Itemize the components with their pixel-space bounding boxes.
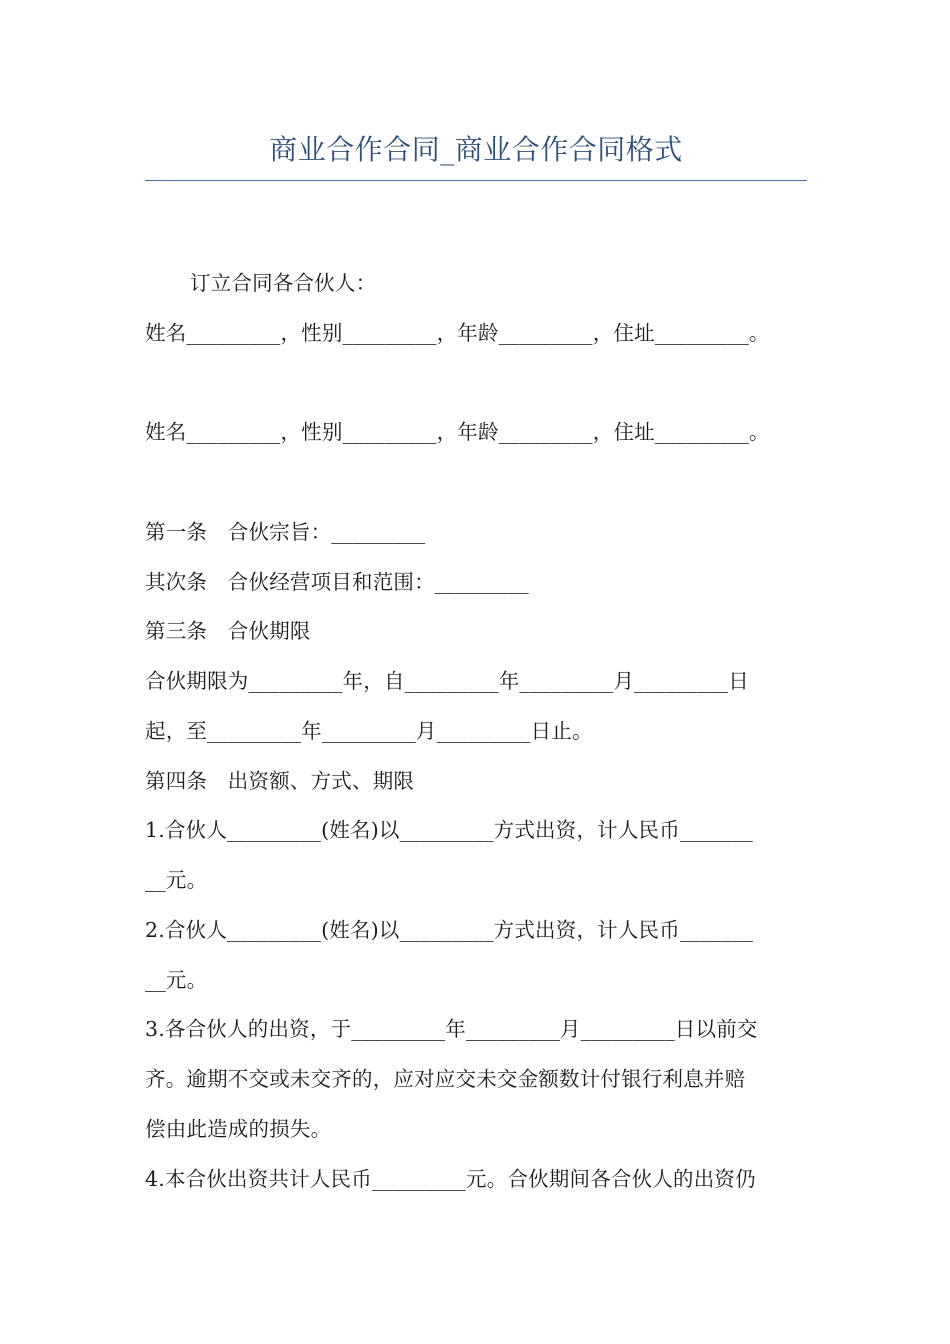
article-4-item-3c: 偿由此造成的损失。 — [145, 1117, 332, 1141]
article-4-item-1a: 1.合伙人_________(姓名)以_________方式出资，计人民币_______ — [145, 818, 754, 842]
party-2-line: 姓名_________，性别_________，年龄_________，住址_________。 — [145, 420, 770, 444]
article-3-heading: 第三条 合伙期限 — [145, 619, 311, 643]
article-4-item-2b: __元。 — [145, 968, 208, 992]
article-2: 其次条 合伙经营项目和范围：_________ — [145, 570, 529, 594]
party-1-line: 姓名_________，性别_________，年龄_________，住址_________。 — [145, 321, 770, 345]
article-1: 第一条 合伙宗旨：_________ — [145, 520, 426, 544]
article-3-text-2: 起，至_________年_________月_________日止。 — [145, 719, 593, 743]
article-4-item-3b: 齐。逾期不交或未交齐的，应对应交未交金额数计付银行利息并赔 — [145, 1067, 746, 1091]
article-3-text-1: 合伙期限为_________年，自_________年_________月_________日 — [145, 669, 749, 693]
parties-heading: 订立合同各合伙人： — [190, 271, 377, 295]
article-4-item-3a: 3.各合伙人的出资，于_________年_________月_________日以前交 — [145, 1017, 758, 1041]
article-4-item-4: 4.本合伙出资共计人民币_________元。合伙期间各合伙人的出资仍 — [145, 1167, 756, 1191]
title-underline — [145, 180, 807, 181]
article-4-heading: 第四条 出资额、方式、期限 — [145, 769, 415, 793]
article-4-item-1b: __元。 — [145, 868, 208, 892]
document-title: 商业合作合同_商业合作合同格式 — [269, 133, 683, 166]
article-4-item-2a: 2.合伙人_________(姓名)以_________方式出资，计人民币_______ — [145, 918, 754, 942]
